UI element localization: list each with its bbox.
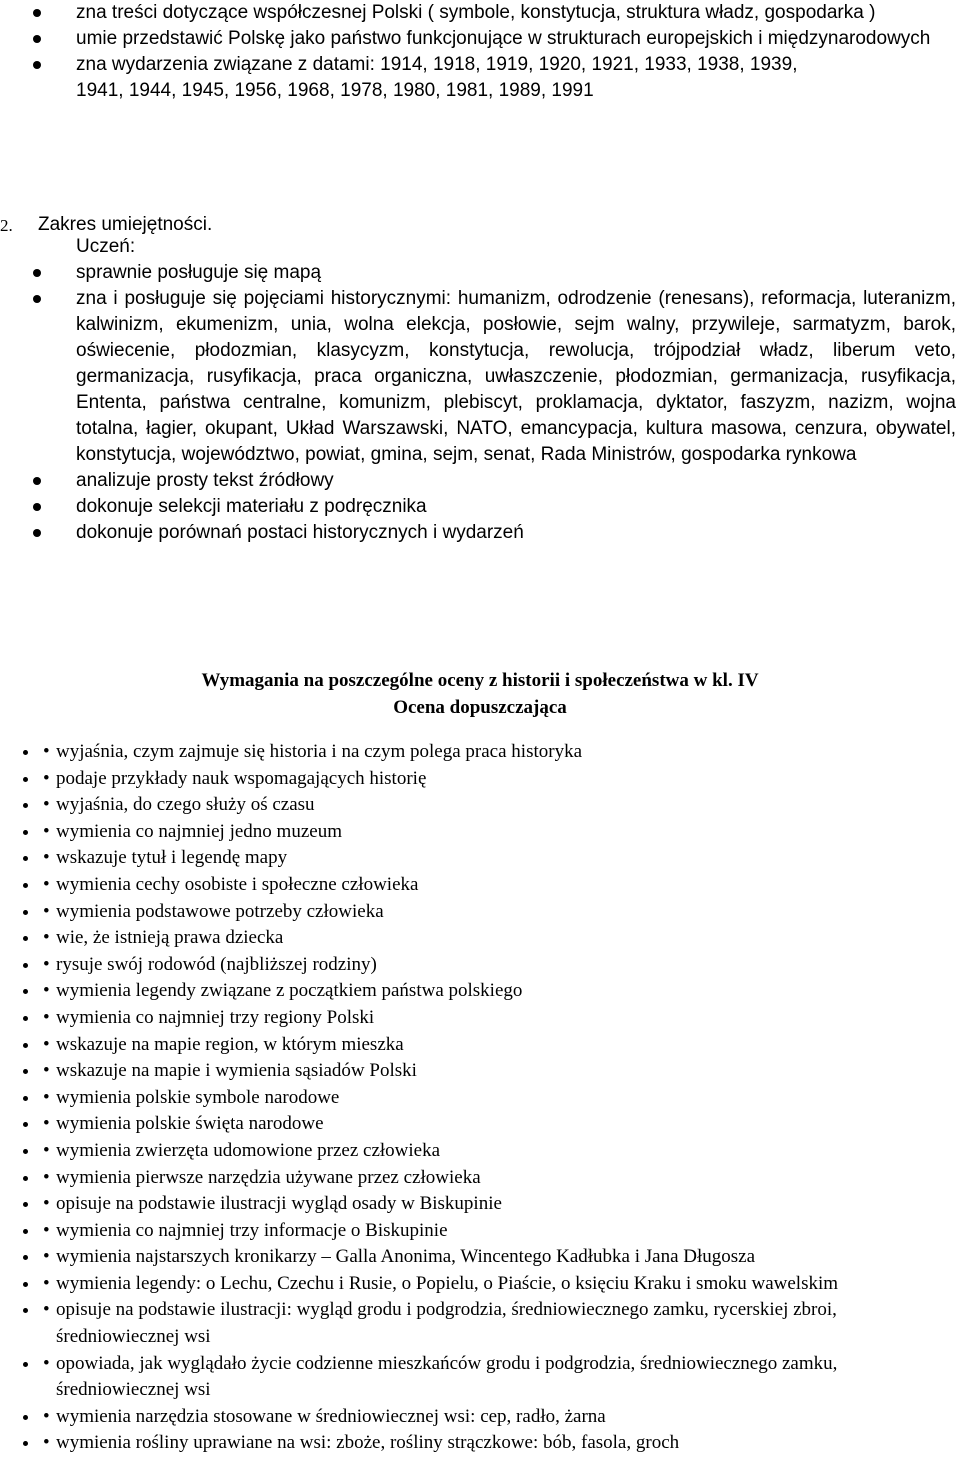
list-item	[76, 468, 956, 494]
list-item-text: podaje przykłady nauk wspomagających historię	[56, 767, 427, 789]
list-item	[40, 1404, 960, 1431]
bullet-icon	[33, 503, 41, 511]
list-item-text: opisuje na podstawie ilustracji wygląd osady w Biskupinie	[56, 1193, 502, 1215]
list-item	[40, 1271, 906, 1298]
list-item	[76, 286, 956, 468]
bullet-icon: • •	[43, 927, 50, 949]
list-item-text: wyjaśnia, do czego służy oś czasu	[56, 794, 315, 816]
bullet-icon	[33, 269, 41, 277]
list-item	[40, 1351, 956, 1404]
list-item-text: wymienia polskie święta narodowe	[56, 1113, 324, 1135]
section-number: 2.	[0, 216, 13, 235]
grade-heading: Ocena dopuszczająca	[393, 697, 567, 718]
list-item	[40, 899, 960, 926]
list-item-text: wyjaśnia, czym zajmuje się historia i na czym polega praca historyka	[56, 741, 583, 762]
list-item-text: wymienia podstawowe potrzeby człowieka	[56, 900, 384, 922]
bullet-icon: • •	[43, 1272, 50, 1294]
bullet-icon: • •	[43, 1113, 50, 1135]
bullet-icon: • •	[43, 1139, 50, 1161]
list-item	[40, 1138, 960, 1165]
bullet-icon: • •	[43, 1033, 50, 1055]
list-item-text: dokonuje selekcji materiału z podręcznika	[76, 496, 427, 517]
list-item	[40, 1058, 960, 1085]
list-item	[40, 1191, 960, 1218]
bullet-icon	[33, 35, 41, 43]
list-item-text: wymienia co najmniej jedno muzeum	[56, 820, 342, 842]
bullet-icon: • •	[43, 741, 50, 762]
list-item	[40, 1430, 960, 1457]
list-item-text: wymienia legendy: o Lechu, Czechu i Rusie, o Popielu, o Piaście, o księciu Kraku i smoku wawelskim	[56, 1272, 839, 1294]
list-item	[76, 26, 960, 52]
bullet-icon: • •	[43, 1246, 50, 1268]
list-item	[40, 1032, 960, 1059]
list-item-text: wskazuje tytuł i legendę mapy	[56, 847, 288, 869]
list-item	[40, 792, 960, 819]
list-item	[76, 494, 956, 520]
bullet-icon: • •	[43, 767, 50, 789]
list-item	[40, 1165, 960, 1192]
bullet-icon	[33, 9, 41, 17]
list-item-text: wymienia zwierzęta udomowione przez człowieka	[56, 1139, 441, 1161]
bullet-icon	[33, 529, 41, 537]
bullet-icon: • •	[43, 873, 50, 895]
section-title: Zakres umiejętności.	[38, 214, 213, 235]
list-item-text: wymienia polskie symbole narodowe	[56, 1086, 340, 1108]
list-item-text: wymienia cechy osobiste i społeczne człowieka	[56, 873, 419, 895]
bullet-icon: • •	[43, 953, 50, 975]
list-item	[40, 872, 960, 899]
list-item-text: zna i posługuje się pojęciami historycznymi: humanizm, odrodzenie (renesans), reformacja, luteranizm, kalwinizm, ekumenizm, unia, wolna elekcja, posłowie, sejm walny, przywileje, sarmatyzm, barok, oświecenie, płodozmian, klasycyzm, konstytucja, rewolucja, trójpodział władz, liberum veto, germanizacja, rusyfikacja, praca organiczna, uwłaszczenie, płodozmian, germanizacja, rusyfikacja, Ententa, państwa centralne, komunizm, plebiscyt, proklamacja, dyktator, faszyzm, nazizm, wojna totalna, łagier, okupant, Układ Warszawski, NATO, emancypacja, kultura masowa, cenzura, obywatel, konstytucja, województwo, powiat, gmina, sejm, senat, Rada Ministrów, gospodarka rynkowa	[76, 288, 956, 465]
bullet-icon	[33, 295, 41, 303]
bullet-icon: • •	[43, 900, 50, 922]
list-item	[76, 520, 956, 546]
student-label: Uczeń:	[76, 236, 136, 257]
list-item	[40, 1297, 956, 1350]
bullet-icon	[33, 61, 41, 69]
list-item	[40, 978, 960, 1005]
list-item	[76, 0, 960, 26]
bullet-icon: • •	[43, 794, 50, 816]
bullet-icon: • •	[43, 820, 50, 842]
list-item	[40, 1111, 960, 1138]
bullet-icon: • •	[43, 1060, 50, 1082]
list-item	[76, 260, 956, 286]
bullet-icon: • •	[43, 1299, 50, 1321]
list-item-text: wymienia rośliny uprawiane na wsi: zboże, rośliny strączkowe: bób, fasola, groch	[56, 1432, 680, 1454]
bullet-icon: • •	[43, 1219, 50, 1241]
list-item	[40, 952, 960, 979]
bullet-icon: • •	[43, 1193, 50, 1215]
list-item-text: wskazuje na mapie i wymienia sąsiadów Polski	[56, 1060, 417, 1082]
skills-list	[76, 260, 956, 546]
list-item-text: wie, że istnieją prawa dziecka	[56, 927, 284, 949]
list-item	[40, 1005, 960, 1032]
knowledge-list	[76, 0, 960, 104]
list-item-text: wymienia legendy związane z początkiem państwa polskiego	[56, 980, 523, 1002]
list-item	[40, 1085, 960, 1112]
bullet-icon	[33, 477, 41, 485]
list-item	[40, 819, 960, 846]
list-item-text: wymienia co najmniej trzy informacje o Biskupinie	[56, 1219, 448, 1241]
bullet-icon: • •	[43, 1166, 50, 1188]
bullet-icon: • •	[43, 1352, 50, 1374]
list-item	[40, 1244, 960, 1271]
list-item	[40, 739, 960, 766]
bullet-icon: • •	[43, 1086, 50, 1108]
requirements-list	[0, 739, 960, 1457]
list-item-text: wymienia co najmniej trzy regiony Polski	[56, 1006, 375, 1028]
list-item-text: wymienia pierwsze narzędzia używane przez człowieka	[56, 1166, 481, 1188]
bullet-icon: • •	[43, 980, 50, 1002]
list-item-text: sprawnie posługuje się mapą	[76, 262, 322, 283]
list-item	[40, 845, 960, 872]
list-item	[40, 766, 960, 793]
bullet-icon: • •	[43, 1405, 50, 1427]
list-item	[76, 52, 846, 104]
requirements-heading: Wymagania na poszczególne oceny z historii i społeczeństwa w kl. IV	[201, 670, 759, 691]
list-item-text: wskazuje na mapie region, w którym mieszka	[56, 1033, 404, 1055]
bullet-icon: • •	[43, 847, 50, 869]
list-item-text: rysuje swój rodowód (najbliższej rodziny)	[56, 953, 377, 975]
list-item-text: zna treści dotyczące współczesnej Polski ( symbole, konstytucja, struktura władz, gospodarka )	[76, 2, 876, 23]
list-item-text: umie przedstawić Polskę jako państwo funkcjonujące w strukturach europejskich i międzynarodowych	[76, 28, 931, 49]
list-item-text: dokonuje porównań postaci historycznych i wydarzeń	[76, 522, 524, 543]
list-item	[40, 1218, 960, 1245]
list-item-text: wymienia narzędzia stosowane w średniowiecznej wsi: cep, radło, żarna	[56, 1405, 606, 1427]
list-item	[40, 925, 960, 952]
bullet-icon: • •	[43, 1006, 50, 1028]
list-item-text: opowiada, jak wyglądało życie codzienne mieszkańców grodu i podgrodzia, średniowiecznego zamku, średniowiecznej wsi	[56, 1352, 838, 1401]
list-item-text: zna wydarzenia związane z datami: 1914, 1918, 1919, 1920, 1921, 1933, 1938, 1939, 1941, 1944, 1945, 1956, 1968, 1978, 1980, 1981, 1989, 1991	[76, 54, 798, 101]
list-item-text: wymienia najstarszych kronikarzy – Galla Anonima, Wincentego Kadłubka i Jana Długosza	[56, 1246, 756, 1268]
list-item-text: analizuje prosty tekst źródłowy	[76, 470, 334, 491]
list-item-text: opisuje na podstawie ilustracji: wygląd grodu i podgrodzia, średniowiecznego zamku, rycerskiej zbroi, średniowiecznej wsi	[56, 1299, 837, 1348]
bullet-icon: • •	[43, 1432, 50, 1454]
